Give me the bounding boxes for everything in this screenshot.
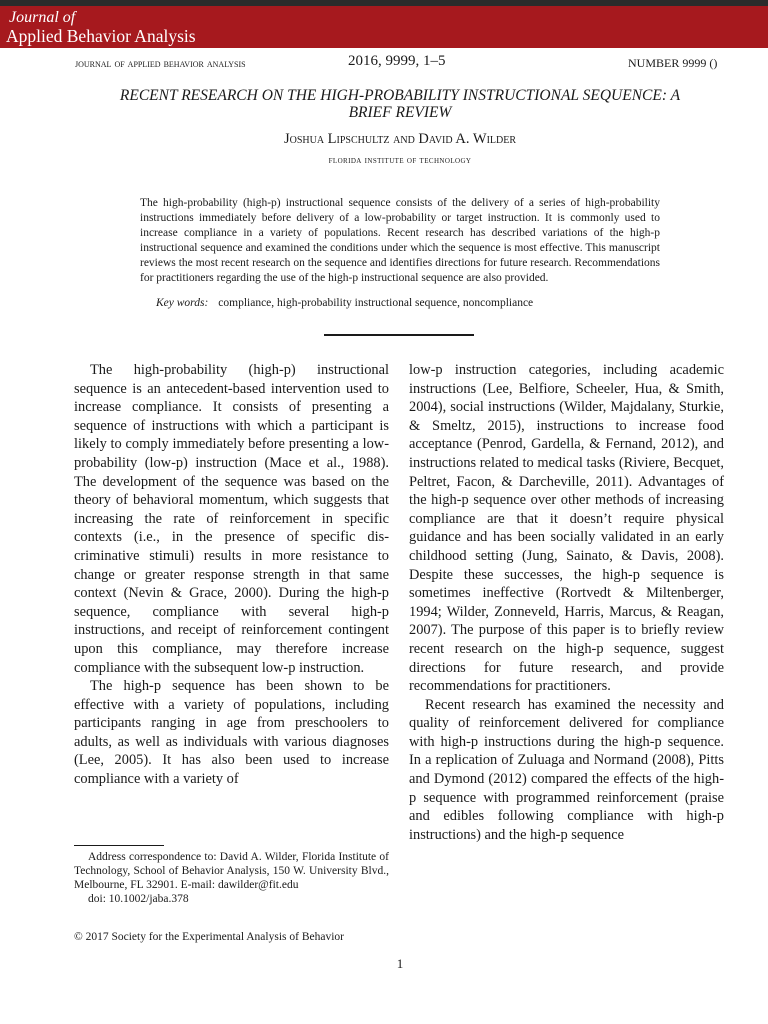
article-title: RECENT RESEARCH ON THE HIGH-PROBABILITY INSTRUCTIONAL SEQUENCE: A BRIEF REVIEW bbox=[119, 87, 681, 121]
footnote bbox=[74, 850, 389, 906]
paragraph: The high-probability (high-p) instructional sequence is an antecedent-based intervention used to increase compliance. It consists of presenting a sequence of instructions with which a participant is likely to comply immediately before presenting a low-probability (low-p) instruction (Mace et al., 1988). The development of the sequence was based on the theory of behavioral momentum, which suggests that increasing the rate of reinforcement in specific contexts (i.e., in the presence of specific discriminative stimuli) results in more resistance to change or greater response strength in that same context (Nevin & Grace, 2000). During the high-p sequence, compliance with several high-p instructions, and receipt of reinforcement contingent upon this compliance, may therefore increase compliance with the subsequent low-p instruction. bbox=[74, 362, 389, 676]
keywords-label: Key words: bbox=[156, 297, 209, 309]
page-number: 1 bbox=[396, 956, 404, 971]
body-column-right bbox=[409, 361, 724, 844]
footnote-doi: doi: 10.1002/jaba.378 bbox=[88, 893, 189, 905]
keywords-text: compliance, high-probability instructional sequence, noncompliance bbox=[218, 297, 534, 309]
footnote-address: Address correspondence to: David A. Wilder, Florida Institute of Technology, School of Behavior Analysis, 150 W. University Blvd., Melbourne, FL 32901. E-mail: dawilder@fit.edu bbox=[74, 851, 389, 891]
copyright-notice: © 2017 Society for the Experimental Analysis of Behavior bbox=[74, 931, 344, 943]
paragraph: low-p instruction categories, including academic instructions (Lee, Belfiore, Scheeler, Hua, & Smith, 2004), social instructions (Wilder, Majdalany, Sturkie, & Smeltz, 2015), instructions to increase food acceptance (Penrod, Gardella, & Fernand, 2012), and instructions related to medical tasks (Riviere, Becquet, Peltret, Facon, & Darcheville, 2011). Advantages of the high-p sequence over other methods of increasing compliance are that it doesn’t require physical guidance and has been socially validated in an early childhood setting (Jung, Sainato, & Davis, 2008). Despite these successes, the high-p sequence is sometimes ineffective (Rortvedt & Miltenberger, 1994; Wilder, Zonneveld, Harris, Marcus, & Reagan, 2007). The purpose of this paper is to briefly review recent research on the high-p sequence, suggest directions for future research, and provide recommendations for practitioners. bbox=[409, 362, 724, 695]
journal-banner-line1: Journal of bbox=[9, 9, 76, 26]
journal-banner-line2: Applied Behavior Analysis bbox=[6, 26, 196, 46]
running-head-number: NUMBER 9999 () bbox=[628, 56, 718, 70]
section-divider bbox=[324, 334, 474, 336]
running-head-journal: journal of applied behavior analysis bbox=[75, 56, 246, 70]
abstract: The high-probability (high-p) instructional sequence consists of the delivery of a series of high-probability instructions immediately before delivery of a low-probability or target instruction. It is commonly used to increase compliance in a variety of populations. Recent research has described variations of the high-p instructional sequence and examined the conditions under which the sequence is most effective. This manuscript reviews the most recent research on the sequence and identifies directions for future research. Recommendations for practitioners regarding the use of the high-p instructional sequence are also provided. bbox=[140, 197, 660, 284]
body-column-left bbox=[74, 361, 389, 789]
footnote-rule bbox=[74, 845, 164, 846]
article-authors: Joshua Lipschultz and David A. Wilder bbox=[283, 131, 517, 147]
keywords-line bbox=[156, 296, 533, 310]
running-head-citation: 2016, 9999, 1–5 bbox=[348, 53, 446, 69]
paragraph: Recent research has examined the necessity and quality of reinforcement delivered for compliance with high-p instructions during the high-p sequence. In a replication of Zuluaga and Normand (2008), Pitts and Dymond (2012) compared the effects of the high-p sequence with programmed reinforcement (praise and edibles following compliance with high-p instructions) and the high-p sequence bbox=[409, 696, 724, 843]
journal-banner bbox=[0, 6, 768, 48]
author-affiliation: florida institute of technology bbox=[328, 155, 472, 166]
paragraph: The high-p sequence has been shown to be effective with a variety of populations, including participants ranging in age from preschoolers to adults, as well as individuals with various diagnoses (Lee, 2005). It has also been used to increase compliance with a variety of bbox=[74, 678, 389, 788]
